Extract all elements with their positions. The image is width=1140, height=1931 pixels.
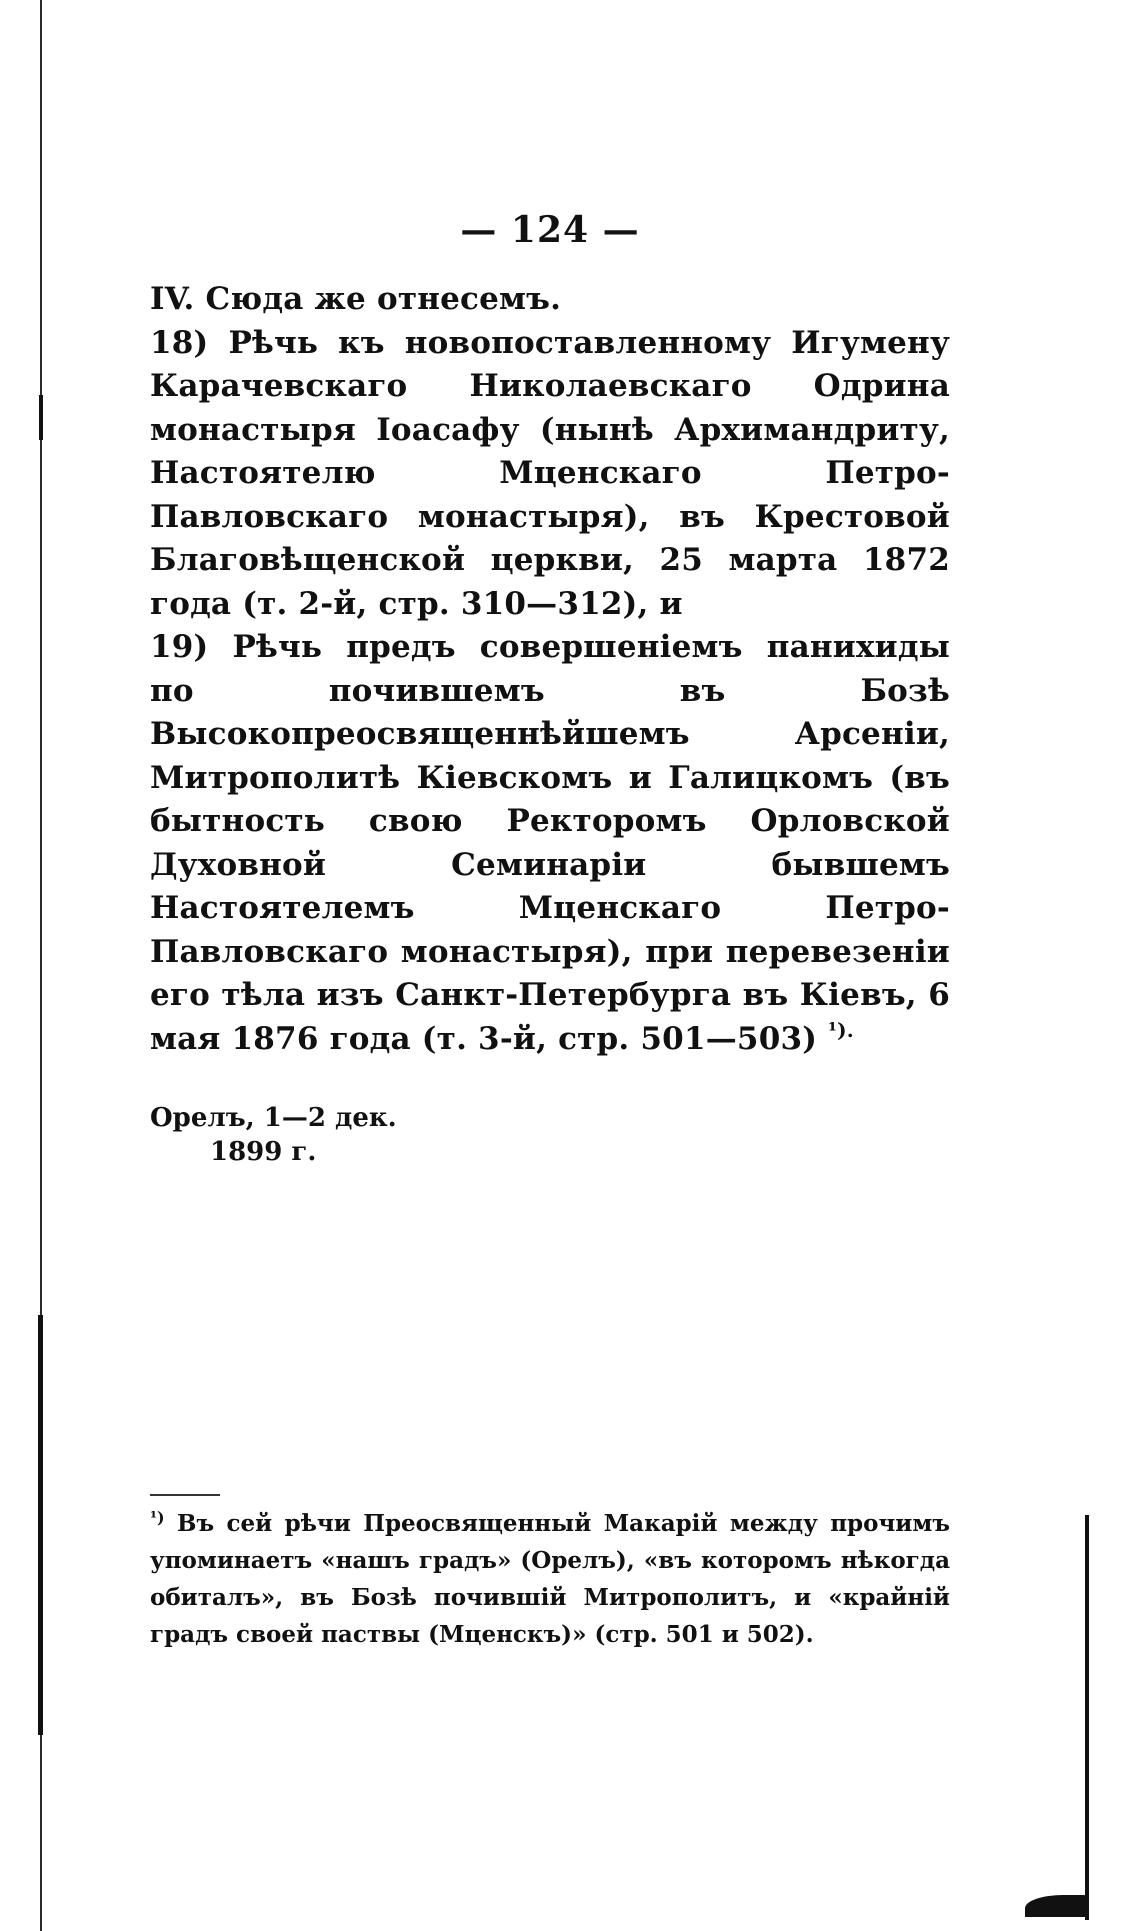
section-heading: IV. Сюда же отнесемъ.: [150, 281, 562, 317]
signature-year: 1899 г.: [210, 1137, 317, 1167]
item-19-paragraph: [150, 626, 950, 1061]
item-18-paragraph: [150, 322, 950, 627]
footnote-text: Въ сей рѣчи Преосвященный Макарій между прочимъ упоминаетъ «нашъ градъ» (Орелъ), «въ которомъ нѣкогда обиталъ», въ Бозѣ почившій Митрополитъ, и «крайній градъ своей паствы (Мценскъ)» (стр. 501 и 502).: [150, 1510, 950, 1648]
place-date-signature: [150, 1101, 950, 1169]
footnote-reference: ¹).: [828, 1017, 854, 1042]
signature-place: Орелъ, 1—2 дек.: [150, 1103, 397, 1133]
scan-page-edge-mark: [38, 1315, 43, 1735]
item-18-text: 18) Рѣчь къ новопоставленному Игумену Карачевскаго Николаевскаго Одрина монастыря Іоасафу (нынѣ Архимандриту, Настоятелю Мценскаго Петро-Павловскаго монастыря), въ Крестовой Благовѣщенской церкви, 25 марта 1872 года (т. 2-й, стр. 310—312), и: [150, 324, 950, 622]
footnote: [150, 1505, 950, 1653]
main-text: [150, 278, 950, 1061]
item-19-text: 19) Рѣчь предъ совершеніемъ панихиды по почившемъ въ Бозѣ Высокопреосвященнѣйшемъ Арсеніи, Митрополитѣ Кіевскомъ и Галицкомъ (въ бытность свою Ректоромъ Орловской Духовной Семинаріи бывшемъ Настоятелемъ Мценскаго Петро-Павловскаго монастыря), при перевезеніи его тѣла изъ Санкт-Петербурга въ Кіевъ, 6 мая 1876 года (т. 3-й, стр. 501—503): [150, 629, 950, 1057]
page-content: [150, 200, 950, 1169]
scan-binding-edge: [1085, 1515, 1089, 1920]
scan-ink-blot: [1025, 1895, 1089, 1917]
footnote-mark: ¹): [150, 1508, 165, 1527]
footnote-divider: [150, 1494, 220, 1496]
scan-page-edge-mark: [39, 395, 43, 440]
page-number: — 124 —: [460, 209, 640, 251]
